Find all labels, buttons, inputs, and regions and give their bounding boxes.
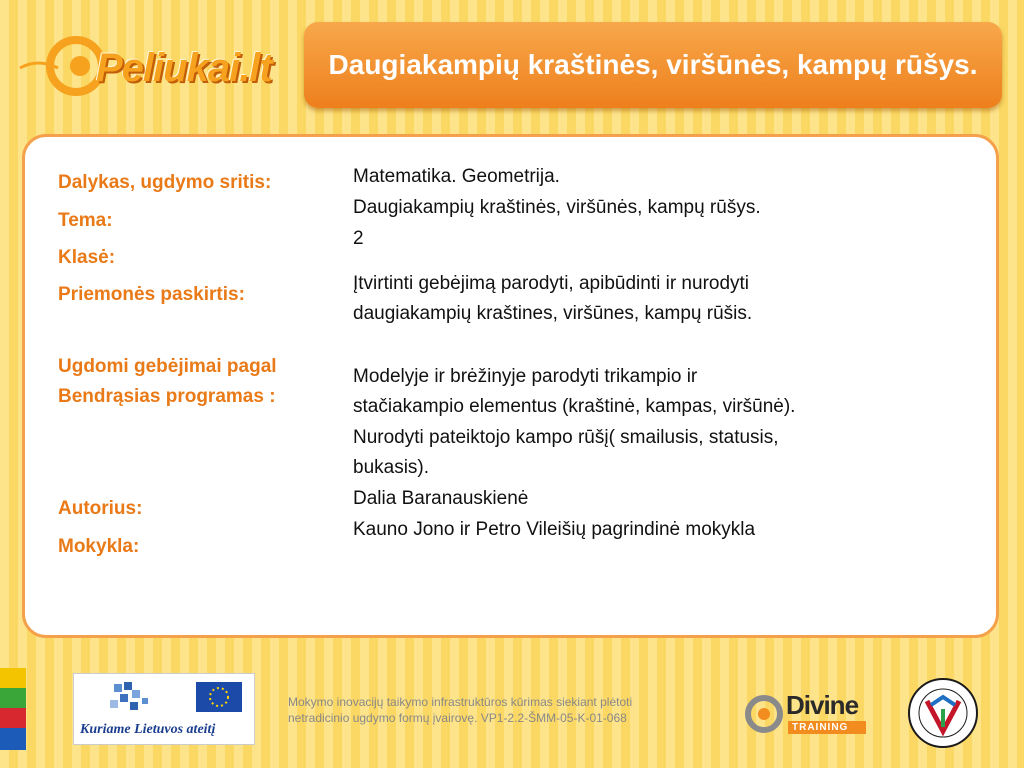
label-grade: Klasė: xyxy=(58,247,116,268)
value-school: Kauno Jono ir Petro Vileišių pagrindinė mokykla xyxy=(353,519,756,540)
eu-flag-icon xyxy=(196,682,242,712)
school-emblem-icon xyxy=(905,675,981,751)
logo-text: Peliukai.lt xyxy=(96,46,272,90)
project-line2: netradicinio ugdymo formų įvairovę. VP1-2.2-ŠMM-05-K-01-068 xyxy=(288,711,627,725)
eu-funding-logo xyxy=(73,673,255,745)
value-skills-line4: bukasis). xyxy=(353,457,430,478)
value-purpose-line2: daugiakampių kraštines, viršūnes, kampų rūšis. xyxy=(353,303,753,324)
value-skills-line3: Nurodyti pateiktojo kampo rūšį( smailusis, statusis, xyxy=(353,427,779,448)
value-author: Dalia Baranauskienė xyxy=(353,488,529,509)
title-text: Daugiakampių kraštinės, viršūnės, kampų rūšys. xyxy=(328,49,978,80)
eu-slogan: Kuriame Lietuvos ateitį xyxy=(80,722,216,737)
slide-title xyxy=(304,22,1002,108)
divine-word: Divine xyxy=(786,690,859,720)
label-purpose: Priemonės paskirtis: xyxy=(58,284,245,305)
strip-yellow xyxy=(0,668,26,688)
peliukai-logo[interactable] xyxy=(18,28,288,108)
value-skills-line1: Modelyje ir brėžinyje parodyti trikampio ir xyxy=(353,366,698,387)
project-description xyxy=(288,694,718,726)
label-topic: Tema: xyxy=(58,210,113,231)
project-line1: Mokymo inovacijų taikymo infrastruktūros kūrimas siekiant plėtoti xyxy=(288,695,633,709)
value-grade: 2 xyxy=(353,228,364,249)
divine-sub: TRAINING xyxy=(788,721,866,734)
strip-green xyxy=(0,688,26,708)
value-topic: Daugiakampių kraštinės, viršūnės, kampų rūšys. xyxy=(353,197,761,218)
value-purpose-line1: Įtvirtinti gebėjimą parodyti, apibūdinti ir nurodyti xyxy=(353,273,750,294)
label-school: Mokykla: xyxy=(58,536,140,557)
value-skills-line2: stačiakampio elementus (kraštinė, kampas, viršūnė). xyxy=(353,396,796,417)
label-author: Autorius: xyxy=(58,498,143,519)
info-card xyxy=(22,134,999,638)
label-skills-line1: Ugdomi gebėjimai pagal xyxy=(58,356,277,377)
value-subject: Matematika. Geometrija. xyxy=(353,166,560,187)
mosaic-icon xyxy=(104,680,164,720)
strip-blue xyxy=(0,728,26,750)
divine-training-logo xyxy=(744,690,874,736)
mouse-logo-icon xyxy=(18,28,108,108)
label-skills-line2: Bendrąsias programas : xyxy=(58,386,276,407)
spiral-icon xyxy=(744,694,784,734)
label-subject: Dalykas, ugdymo sritis: xyxy=(58,172,272,193)
strip-red xyxy=(0,708,26,728)
